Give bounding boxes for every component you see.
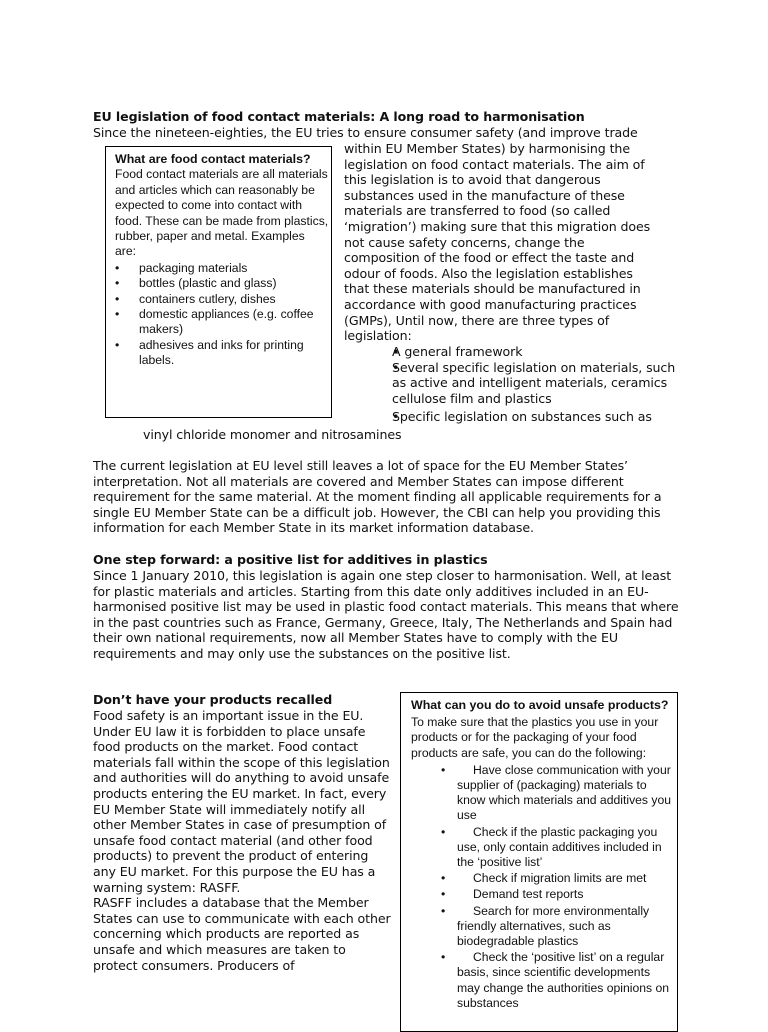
section-title-recall: Don’t have your products recalled: [93, 692, 333, 707]
list-item-text: Have close communication with your supplier of (packaging) materials to know which materials and additives you use: [457, 762, 672, 823]
box-text: To make sure that the plastics you use in your products or for the packaging of your food products are safe, you can do the following:: [411, 715, 659, 760]
list-item: • bottles (plastic and glass): [115, 276, 329, 291]
list-item-text: Specific legislation on substances such as: [392, 408, 652, 424]
text-line: legislation on food contact materials. The aim of: [344, 156, 645, 172]
food-contact-materials-box: [105, 146, 332, 418]
text-line: substances used in the manufacture of these: [344, 187, 625, 203]
list-item-text: Check if the plastic packaging you use, only contain additives included in the ‘positive list’: [457, 824, 662, 870]
list-item: [441, 871, 673, 886]
recall-paragraph: Food safety is an important issue in the EU. Under EU law it is forbidden to place unsafe food products on the market. Food contact materials fall within the scope of this legislation and authorities will do anything to avoid unsafe products entering the EU market. In fact, every EU Member State will immediately notify all other Member States in case of presumption of unsafe food contact material (and other food products) to prevent the product of entering any EU market. For this purpose the EU has a warning system: RASFF.: [93, 708, 390, 895]
box-text: Food contact materials are all materials and articles which can reasonably be expected to come into contact with food. These can be made from plastics, rubber, paper and metal. Examples are:: [115, 167, 329, 259]
text-line: accordance with good manufacturing practices: [344, 296, 637, 312]
intro-line: Since the nineteen-eighties, the EU tries to ensure consumer safety (and improve trade: [93, 125, 638, 140]
list-item: • containers cutlery, dishes: [115, 292, 329, 307]
list-item-overflow: substances: [457, 995, 519, 1010]
list-item-text: Demand test reports: [473, 887, 584, 902]
legislation-paragraph: The current legislation at EU level still leaves a lot of space for the EU Member States’ interpretation. Not all materials are covered and Member States can impose different requirement for the same material. At the moment finding all applicable requirements for a single EU Member State can be a difficult job. However, the CBI can help you providing this information for each Member State in its market information database.: [93, 458, 662, 536]
list-item: [392, 409, 682, 425]
list-item: • adhesives and inks for printing labels.: [115, 338, 329, 369]
list-item-text: Several specific legislation on materials, such as active and intelligent materials, ceramics cellulose film and plastics: [392, 359, 676, 406]
examples-list: [115, 261, 329, 369]
list-item-text: A general framework: [392, 344, 523, 359]
list-item: • packaging materials: [115, 261, 329, 276]
positive-list-paragraph: Since 1 January 2010, this legislation is again one step closer to harmonisation. Well, at least for plastic materials and articles. Starting from this date only additives included in an EU-harmonised positive list may be used in plastic food contact materials. This means that where in the past countries such as France, Germany, Greece, Italy, The Netherlands and Spain had their own national requirements, now all Member States have to comply with the EU requirements and may only use the substances on the positive list.: [93, 568, 679, 661]
section-title-positive-list: One step forward: a positive list for additives in plastics: [93, 552, 488, 567]
list-item-text: Check if migration limits are met: [473, 871, 647, 886]
list-item: [441, 825, 673, 871]
list-item-text: Search for more environmentally friendly alternatives, such as biodegradable plastics: [457, 903, 650, 949]
text-line: this legislation is to avoid that dangerous: [344, 172, 601, 188]
text-line: ‘migration’) making sure that this migration does: [344, 218, 651, 234]
list-item: [392, 360, 682, 407]
advice-list: [411, 763, 673, 1011]
list-item: • domestic appliances (e.g. coffee makers): [115, 307, 329, 338]
recall-text: [93, 708, 393, 973]
bullet-continuation: vinyl chloride monomer and nitrosamines: [143, 427, 402, 442]
text-line: odour of foods. Also the legislation establishes: [344, 265, 633, 281]
text-line: legislation:: [344, 328, 412, 344]
section-title-harmonisation: EU legislation of food contact materials: A long road to harmonisation: [93, 109, 585, 124]
rasff-paragraph: RASFF includes a database that the Member States can use to communicate with each other concerning which products are reported as unsafe and which measures are taken to protect consumers. Producers of: [93, 895, 391, 973]
list-item: [441, 950, 673, 1011]
avoid-unsafe-products-box: [400, 692, 678, 1032]
box-title: What can you do to avoid unsafe products?: [411, 698, 669, 712]
text-line: (GMPs), Until now, there are three types of: [344, 312, 610, 328]
list-item: [392, 344, 682, 360]
list-item-text: Check the ‘positive list’ on a regular basis, since scientific developments may change the authorities opinions on: [457, 950, 670, 995]
text-line: materials are transferred to food (so called: [344, 203, 611, 219]
legislation-types-list: [392, 344, 682, 424]
list-item: [441, 763, 673, 824]
text-line: not cause safety concerns, change the: [344, 234, 585, 250]
box-title: What are food contact materials?: [115, 152, 311, 166]
text-line: that these materials should be manufactured in: [344, 281, 641, 297]
list-item: [441, 904, 673, 950]
intro-continuation: [344, 141, 744, 344]
text-line: composition of the food or effect the taste and: [344, 250, 635, 266]
list-item: [441, 887, 673, 902]
text-line: within EU Member States) by harmonising the: [344, 141, 630, 156]
